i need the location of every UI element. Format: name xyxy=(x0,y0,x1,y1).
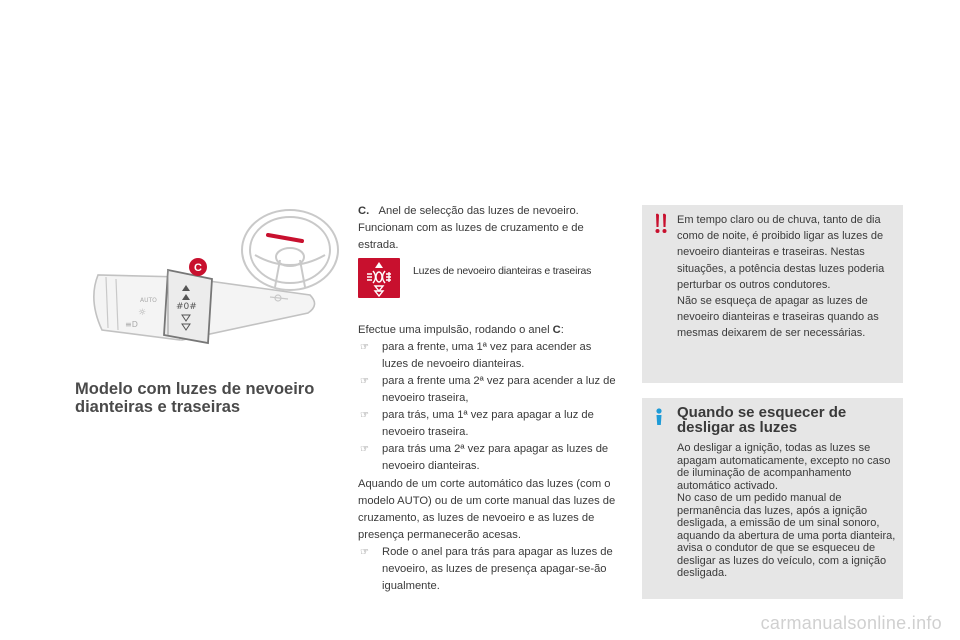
warning-exclamation-icon xyxy=(648,212,672,236)
instructions xyxy=(358,322,620,475)
intro-suffix: : xyxy=(560,324,564,336)
info-box xyxy=(642,398,903,599)
auto-paragraph-text: Aquando de um corte automático das luzes (com o modelo AUTO) ou de um corte manual das luzes de cruzamento, as luzes de nevoeiro e as luzes de presença permanecerão acesas. xyxy=(358,478,616,541)
ring-c-letter: C xyxy=(194,262,202,274)
info-text-2: No caso de um pedido manual de permanência das luzes, após a ignição desligada, a emissão de um sinal sonoro, aquando da abertura de uma porta dianteira, avisa o condutor de que se esqueceu de desligar as luzes do veículo, com a ignição desligada. xyxy=(677,492,896,579)
ring-c-label: C. xyxy=(358,205,370,217)
section-title-line2: dianteiras e traseiras xyxy=(75,398,241,416)
auto-label: AUTO xyxy=(140,297,157,304)
watermark: carmanualsonline.info xyxy=(760,613,942,633)
ring-c-description xyxy=(358,203,620,254)
auto-paragraph xyxy=(358,476,620,595)
svg-text:#0#: #0# xyxy=(176,302,197,312)
section-title-line1: Modelo com luzes de nevoeiro xyxy=(75,380,315,398)
section-title xyxy=(75,380,345,416)
bullet-arrow-icon: ☞ xyxy=(360,410,369,421)
list-item xyxy=(358,373,620,407)
list-item-text: para trás uma 2ª vez para apagar as luzes de nevoeiro dianteiras. xyxy=(382,443,609,472)
bullet-arrow-icon: ☞ xyxy=(360,342,369,353)
intro-letter: C xyxy=(552,324,561,336)
bullet-arrow-icon: ☞ xyxy=(360,444,369,455)
stalk-illustration xyxy=(80,205,340,370)
bullet-arrow-icon: ☞ xyxy=(360,547,369,558)
intro-prefix: Efectue uma impulsão, rodando o anel xyxy=(358,324,553,336)
list-item-text: para a frente, uma 1ª vez para acender as luzes de nevoeiro dianteiras. xyxy=(382,341,592,370)
warning-box xyxy=(642,205,903,383)
info-text-1: Ao desligar a ignição, todas as luzes se apagam automaticamente, excepto no caso de iluminação de acompanhamento automático activado. xyxy=(677,442,891,492)
info-title: Quando se esquecer de desligar as luzes xyxy=(677,404,847,436)
fog-lights-icon xyxy=(358,258,400,298)
info-text xyxy=(677,442,899,580)
ring-c-text: Anel de selecção das luzes de nevoeiro. Funcionam com as luzes de cruzamento e de estrada. xyxy=(358,205,584,251)
warning-text-2: Não se esqueça de apagar as luzes de nevoeiro dianteiras e traseiras quando as mesmas deixarem de ser necessárias. xyxy=(677,295,879,340)
list-item-text: para trás, uma 1ª vez para apagar a luz de nevoeiro traseira. xyxy=(382,409,594,438)
svg-text:☼: ☼ xyxy=(138,308,147,318)
bullet-arrow-icon: ☞ xyxy=(360,376,369,387)
info-icon xyxy=(648,406,670,428)
list-item-text: para a frente uma 2ª vez para acender a luz de nevoeiro traseira, xyxy=(382,375,616,404)
list-item xyxy=(358,544,620,595)
fog-lights-caption: Luzes de nevoeiro dianteiras e traseiras xyxy=(413,265,592,277)
list-item xyxy=(358,441,620,475)
warning-text xyxy=(677,212,897,342)
svg-text:≡D: ≡D xyxy=(125,320,138,329)
instructions-intro xyxy=(358,322,620,339)
warning-text-1: Em tempo claro ou de chuva, tanto de dia como de noite, é proibido ligar as luzes de nevoeiro dianteiras e traseiras. Nestas situações, a potência destas luzes poderia perturbar os outros condutores. xyxy=(677,214,885,291)
list-item xyxy=(358,339,620,373)
list-item xyxy=(358,407,620,441)
list-item-text: Rode o anel para trás para apagar as luzes de nevoeiro, as luzes de presença apagar-se-ão igualmente. xyxy=(382,546,613,592)
